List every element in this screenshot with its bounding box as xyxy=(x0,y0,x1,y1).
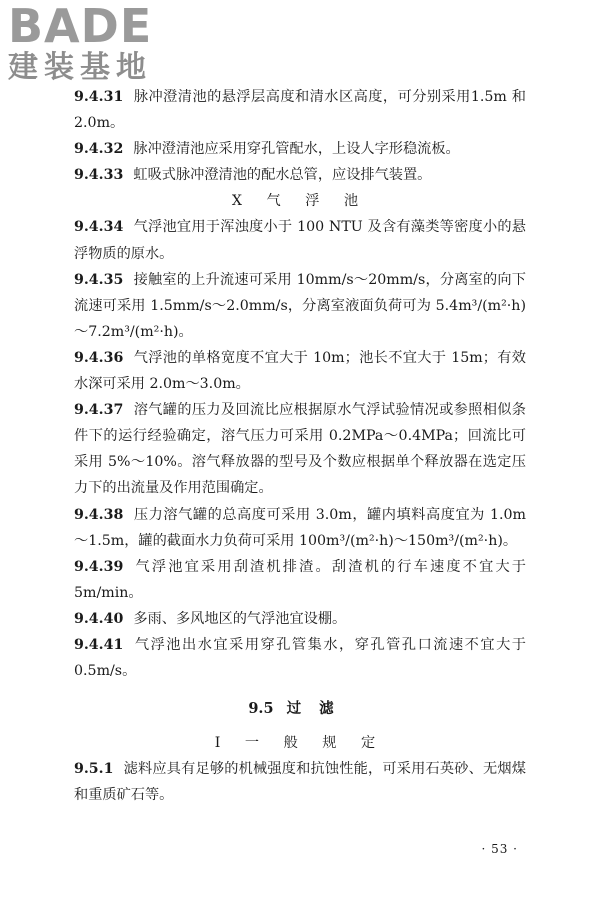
clause-paragraph xyxy=(74,267,526,345)
subsection-heading-air-flotation: Ⅹ 气 浮 池 xyxy=(231,193,369,210)
clause-text: 气浮池的单格宽度不宜大于 10m；池长不宜大于 15m；有效水深可采用 2.0m～3.0m。 xyxy=(74,349,526,393)
clause-paragraph xyxy=(74,136,526,162)
clauses-air-flotation xyxy=(74,214,526,684)
clauses-filtration xyxy=(74,756,526,808)
clause-number: 9.4.36 xyxy=(74,349,124,366)
clause-text: 脉冲澄清池应采用穿孔管配水，上设人字形稳流板。 xyxy=(133,141,460,158)
clause-number: 9.4.37 xyxy=(74,402,124,419)
clause-number: 9.4.41 xyxy=(74,636,124,653)
watermark-logo xyxy=(8,2,178,94)
clause-text: 溶气罐的压力及回流比应根据原水气浮试验情况或参照相似条件下的运行经验确定，溶气压力可采用 0.2MPa～0.4MPa；回流比可采用 5%～10%。溶气释放器的型号及个数应根据单个释放器在选定压力下的出流量及作用范围确定。 xyxy=(74,402,526,497)
clause-paragraph xyxy=(74,502,526,554)
clause-number: 9.4.40 xyxy=(74,610,124,627)
clause-paragraph xyxy=(74,606,526,632)
watermark-latin: BADE xyxy=(8,0,153,53)
subsection-heading-general: Ⅰ 一 般 规 定 xyxy=(214,735,386,752)
clause-paragraph xyxy=(74,345,526,397)
clause-text: 脉冲澄清池的悬浮层高度和清水区高度，可分别采用1.5m 和 2.0m。 xyxy=(74,89,526,132)
clause-paragraph xyxy=(74,756,526,808)
clause-number: 9.4.39 xyxy=(74,558,124,575)
section-title: 过滤 xyxy=(286,700,352,718)
clause-text: 压力溶气罐的总高度可采用 3.0m，罐内填料高度宜为 1.0m～1.5m，罐的截面水力负荷可采用 100m³/(m²·h)～150m³/(m²·h)。 xyxy=(74,506,526,549)
clause-text: 气浮池宜用于浑浊度小于 100 NTU 及含有藻类等密度小的悬浮物质的原水。 xyxy=(74,219,526,262)
clause-number: 9.4.32 xyxy=(74,141,124,158)
clause-text: 多雨、多风地区的气浮池宜设棚。 xyxy=(133,610,347,627)
clause-text: 虹吸式脉冲澄清池的配水总管，应设排气装置。 xyxy=(133,167,432,184)
clause-number: 9.4.33 xyxy=(74,167,124,184)
clause-number: 9.4.38 xyxy=(74,506,124,523)
clause-number: 9.5.1 xyxy=(74,761,114,778)
clause-text: 接触室的上升流速可采用 10mm/s～20mm/s，分离室的向下流速可采用 1.5mm/s～2.0mm/s，分离室液面负荷可为 5.4m³/(m²·h)～7.2m³/(m²·h)。 xyxy=(74,271,526,340)
watermark-cjk: 建装基地 xyxy=(8,50,152,85)
clause-text: 气浮池出水宜采用穿孔管集水，穿孔管孔口流速不宜大于 0.5m/s。 xyxy=(74,636,526,680)
clause-number: 9.4.35 xyxy=(74,271,124,288)
clause-text: 气浮池宜采用刮渣机排渣。刮渣机的行车速度不宜大于 5m/min。 xyxy=(74,558,526,601)
clause-paragraph xyxy=(74,84,526,136)
clause-text: 滤料应具有足够的机械强度和抗蚀性能，可采用石英砂、无烟煤和重质矿石等。 xyxy=(74,761,526,804)
clause-number: 9.4.34 xyxy=(74,219,124,236)
clause-paragraph xyxy=(74,397,526,501)
section-number: 9.5 xyxy=(248,700,274,718)
clauses-pulse-clarifier xyxy=(74,84,526,188)
clause-paragraph xyxy=(74,214,526,266)
clause-paragraph xyxy=(74,554,526,606)
page-number: · 53 · xyxy=(481,842,518,856)
page-content xyxy=(74,84,526,808)
clause-number: 9.4.31 xyxy=(74,89,124,105)
section-heading xyxy=(74,696,526,722)
clause-paragraph xyxy=(74,632,526,684)
clause-paragraph xyxy=(74,162,526,188)
